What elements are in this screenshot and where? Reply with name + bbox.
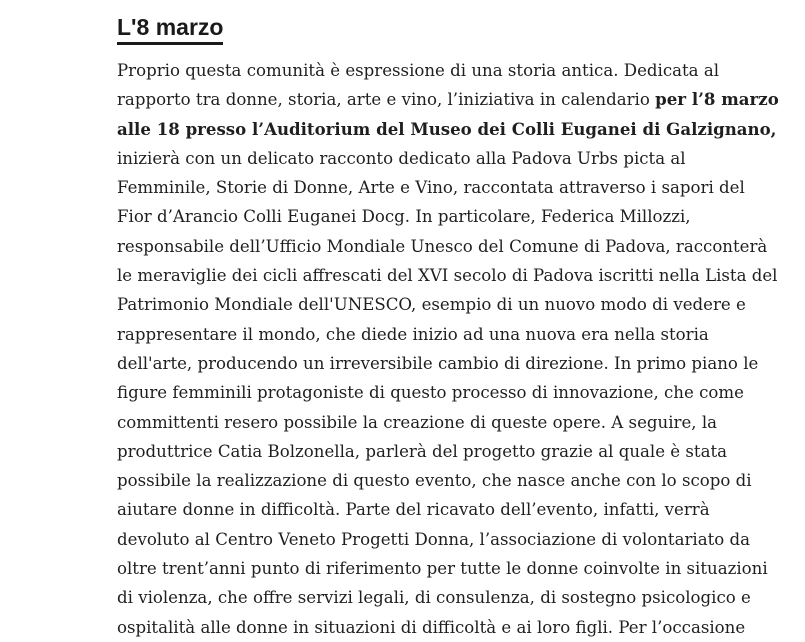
line-text: Patrimonio Mondiale dell'UNESCO, esempio di un nuovo modo di vedere e [117, 295, 746, 315]
paragraph-line [117, 115, 805, 144]
paragraph-line [117, 466, 805, 495]
paragraph-line [117, 525, 805, 554]
line-text: produttrice Catia Bolzonella, parlerà del progetto grazie al quale è stata [117, 441, 728, 461]
paragraph-line [117, 495, 805, 524]
line-text: Proprio questa comunità è espressione di una storia antica. Dedicata al [117, 61, 720, 80]
paragraph-line [117, 349, 805, 378]
line-text: rappresentare il mondo, che diede inizio ad una nuova era nella storia [117, 324, 709, 344]
paragraph-line [117, 320, 805, 349]
line-text: di violenza, che offre servizi legali, di consulenza, di sostegno psicologico e [117, 588, 751, 608]
paragraph-line [117, 290, 805, 319]
line-text: Fior d’Arancio Colli Euganei Docg. In particolare, Federica Millozzi, [117, 207, 691, 227]
line-text: inizierà con un delicato racconto dedicato alla Padova Urbs picta al [117, 148, 686, 168]
paragraph-line [117, 554, 805, 583]
line-text: dell'arte, producendo un irreversibile cambio di direzione. In primo piano le [117, 353, 759, 373]
line-text: rapporto tra donne, storia, arte e vino, l’iniziativa in calendario [117, 90, 656, 110]
line-bold-text: alle 18 presso l’Auditorium del Museo dei Colli Euganei di Galzignano, [117, 118, 777, 139]
article-paragraph [117, 56, 805, 642]
line-text: possibile la realizzazione di questo evento, che nasce anche con lo scopo di [117, 471, 752, 491]
line-text: oltre trent’anni punto di riferimento per tutte le donne coinvolte in situazioni [117, 559, 768, 579]
paragraph-line [117, 583, 805, 612]
line-text: le meraviglie dei cicli affrescati del XVI secolo di Padova iscritti nella Lista del [117, 266, 778, 286]
line-text: committenti resero possibile la creazione di queste opere. A seguire, la [117, 412, 718, 432]
paragraph-line [117, 437, 805, 466]
line-bold-text: per l’8 marzo [655, 89, 779, 110]
paragraph-line [117, 408, 805, 437]
line-text: aiutare donne in difficoltà. Parte del ricavato dell’evento, infatti, verrà [117, 500, 710, 520]
paragraph-line [117, 232, 805, 261]
paragraph-line [117, 613, 805, 642]
paragraph-line [117, 202, 805, 231]
line-text: devoluto al Centro Veneto Progetti Donna, l’associazione di volontariato da [117, 529, 751, 549]
line-text: figure femminili protagoniste di questo processo di innovazione, che come [117, 383, 744, 403]
line-text: Femminile, Storie di Donne, Arte e Vino, raccontata attraverso i sapori del [117, 178, 745, 198]
line-text: responsabile dell’Ufficio Mondiale Unesco del Comune di Padova, racconterà [117, 236, 768, 256]
paragraph-line [117, 56, 805, 85]
paragraph-line [117, 378, 805, 407]
article-heading: L'8 marzo [117, 12, 223, 45]
paragraph-line [117, 261, 805, 290]
paragraph-line [117, 85, 805, 114]
paragraph-line [117, 173, 805, 202]
paragraph-line [117, 144, 805, 173]
line-text: ospitalità alle donne in situazioni di difficoltà e ai loro figli. Per l’occasione [117, 617, 746, 637]
